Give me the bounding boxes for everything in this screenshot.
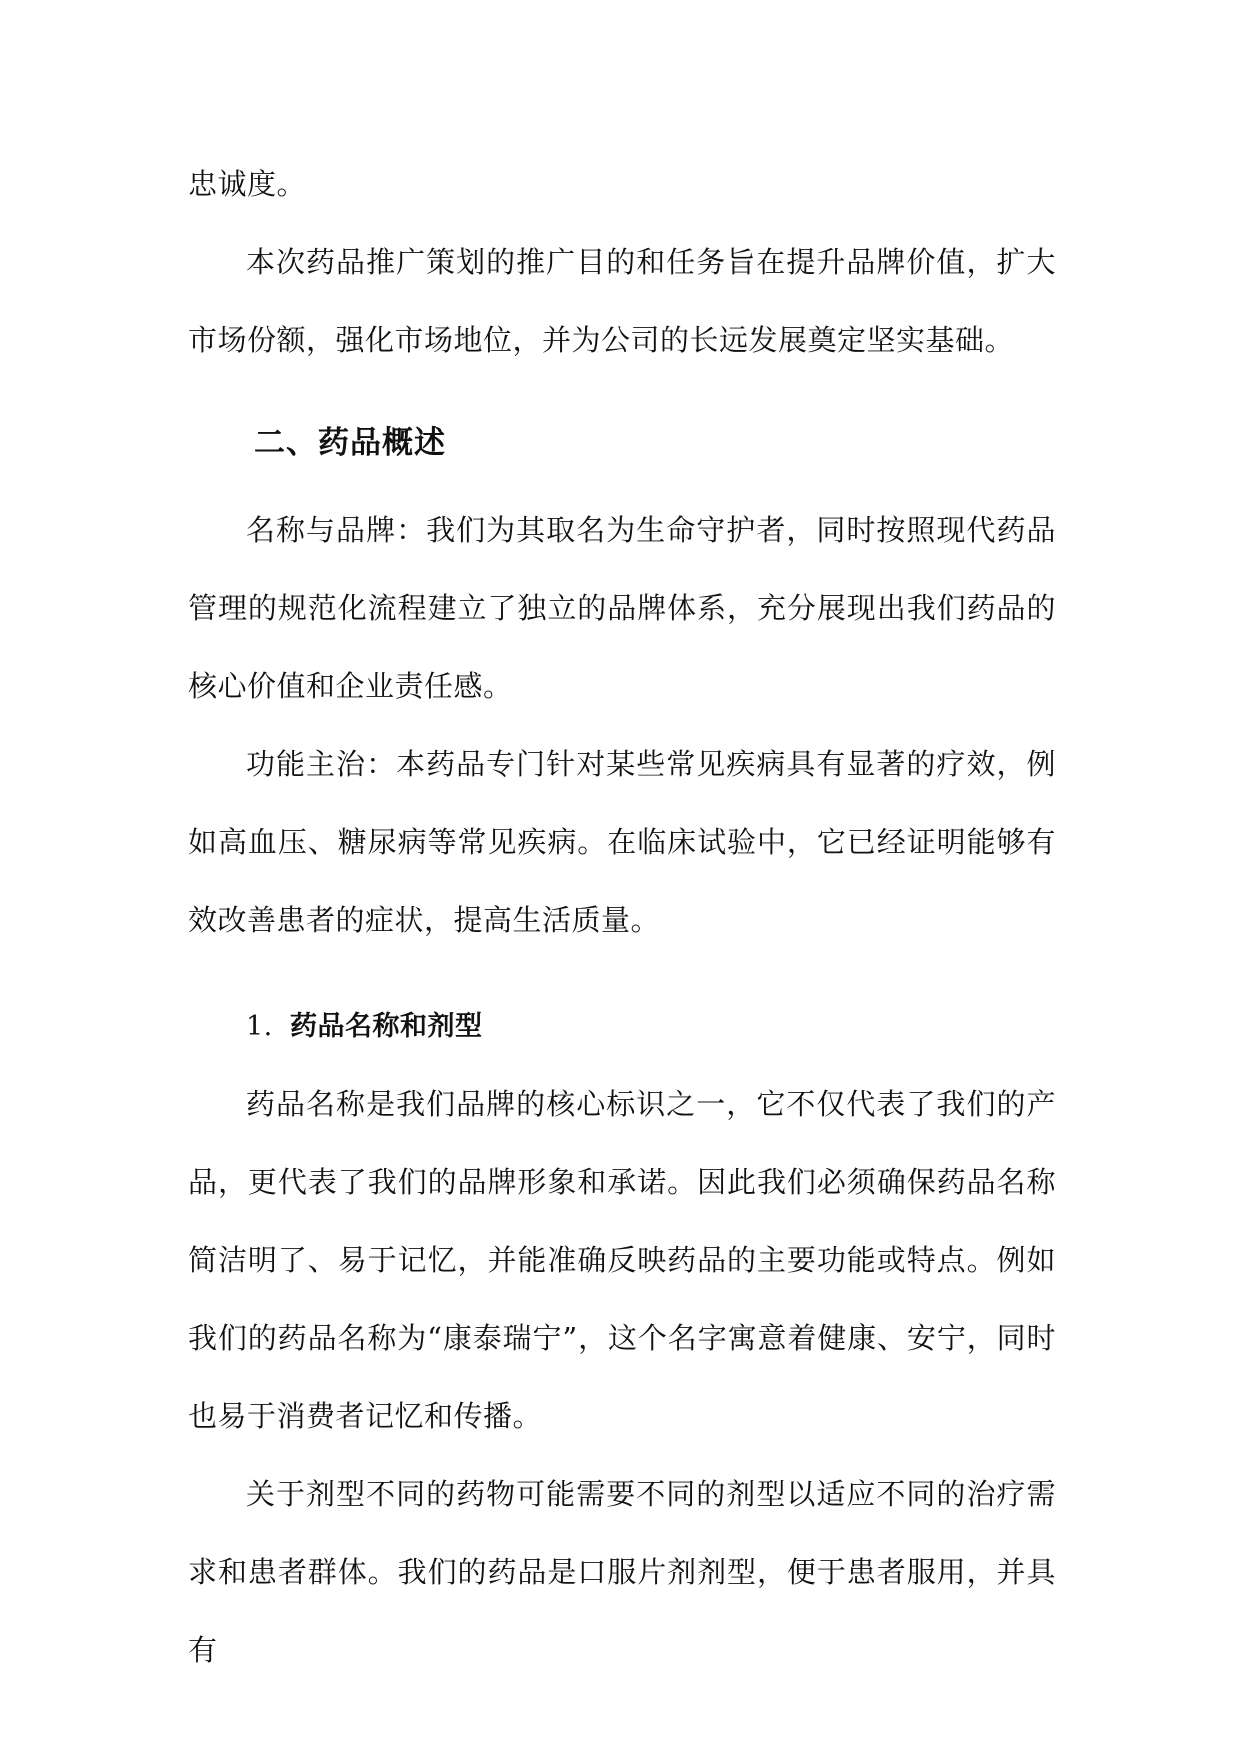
subsection-number: 1. xyxy=(246,1011,273,1042)
paragraph-function-indication: 功能主治：本药品专门针对某些常见疾病具有显著的疗效，例如高血压、糖尿病等常见疾病。在临床试验中，它已经证明能够有效改善患者的症状，提高生活质量。 xyxy=(188,747,1056,937)
subsection-title: 药品名称和剂型 xyxy=(290,1011,483,1042)
paragraph-promotion-goal: 本次药品推广策划的推广目的和任务旨在提升品牌价值，扩大市场份额，强化市场地位，并为公司的长远发展奠定坚实基础。 xyxy=(188,245,1056,357)
subsection-heading-name-dosage xyxy=(246,1007,1056,1047)
page-content xyxy=(188,145,1056,1689)
section-heading-drug-overview: 二、药品概述 xyxy=(254,425,446,461)
paragraph-dosage-form: 关于剂型不同的药物可能需要不同的剂型以适应不同的治疗需求和患者群体。我们的药品是口服片剂剂型，便于患者服用，并具有 xyxy=(188,1477,1056,1667)
paragraph-drug-name: 药品名称是我们品牌的核心标识之一，它不仅代表了我们的产品，更代表了我们的品牌形象和承诺。因此我们必须确保药品名称简洁明了、易于记忆，并能准确反映药品的主要功能或特点。例如我们的药品名称为“康泰瑞宁”，这个名字寓意着健康、安宁，同时也易于消费者记忆和传播。 xyxy=(188,1087,1056,1433)
paragraph-name-and-brand: 名称与品牌：我们为其取名为生命守护者，同时按照现代药品管理的规范化流程建立了独立的品牌体系，充分展现出我们药品的核心价值和企业责任感。 xyxy=(188,513,1056,703)
paragraph-continuation: 忠诚度。 xyxy=(188,167,307,201)
